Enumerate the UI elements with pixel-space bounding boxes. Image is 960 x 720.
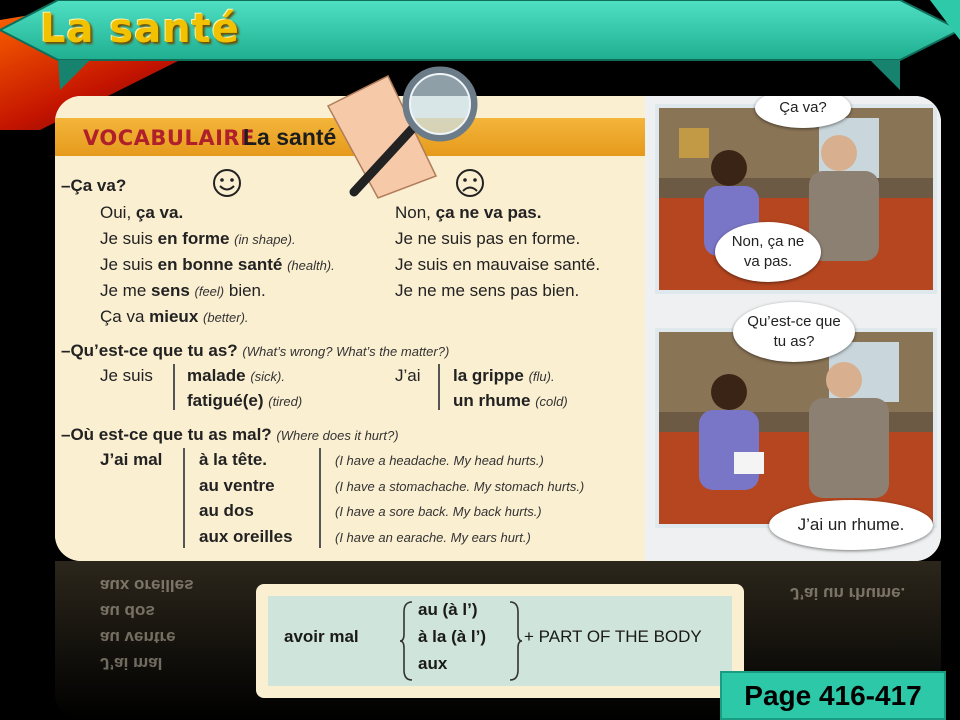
reflection-text: au ventre — [100, 628, 176, 647]
vocab-good-3: Je suis en bonne santé (health). — [100, 255, 335, 274]
pain-row: à la tête. — [199, 450, 268, 469]
bubble-jai-un-rhume: J’ai un rhume. — [769, 500, 933, 550]
jai-mal-label: J’ai mal — [100, 450, 163, 469]
reflection-text: au dos — [100, 602, 155, 621]
divider — [438, 364, 440, 410]
je-suis-label: Je suis — [100, 366, 153, 385]
divider — [183, 448, 185, 548]
bubble-non-ca-ne-va-pas: Non, ça ne va pas. — [715, 222, 821, 282]
grammar-option-a-la: à la (à l’) — [418, 627, 487, 646]
left-brace-icon — [400, 600, 414, 682]
vocab-bad-1: Non, ça ne va pas. — [395, 203, 542, 222]
vocab-tag: VOCABULAIRE — [83, 126, 255, 150]
vocab-good-2: Je suis en forme (in shape). — [100, 229, 296, 248]
divider — [173, 364, 175, 410]
vocab-bad-2: Je ne suis pas en forme. — [395, 229, 581, 248]
question-quest-ce-que: –Qu’est-ce que tu as? (What’s wrong? What’s the matter?) — [61, 341, 450, 360]
grammar-box — [256, 584, 744, 698]
grammar-option-aux: aux — [418, 654, 448, 673]
happy-face-icon — [212, 168, 242, 198]
pain-row: au dos — [199, 501, 254, 520]
vocab-grippe: la grippe (flu). — [453, 366, 555, 385]
pain-translation: (I have a headache. My head hurts.) — [335, 453, 544, 468]
reflection-text: aux oreilles — [100, 576, 194, 595]
vocab-topic: La santé — [243, 124, 337, 150]
pain-row: aux oreilles — [199, 527, 293, 546]
pain-translation: (I have a stomachache. My stomach hurts.) — [335, 479, 585, 494]
question-ca-va: –Ça va? — [61, 176, 127, 195]
pain-row: au ventre — [199, 476, 275, 495]
vocab-bad-4: Je ne me sens pas bien. — [395, 281, 580, 300]
bubble-ca-va: Ça va? — [755, 96, 851, 128]
reflection-text: J’ai un rhume. — [790, 584, 906, 603]
divider — [319, 448, 321, 548]
right-brace-icon — [508, 600, 522, 682]
grammar-tail: + PART OF THE BODY — [524, 627, 702, 646]
question-ou-mal: –Où est-ce que tu as mal? (Where does it hurt?) — [61, 425, 399, 444]
bubble-quest-ce-que-tu-as: Qu’est-ce que tu as? — [733, 302, 855, 362]
page-reference-label: Page 416-417 — [744, 679, 922, 711]
magnifier-icon — [318, 66, 498, 206]
textbook-panel — [55, 96, 941, 561]
vocab-rhume: un rhume (cold) — [453, 391, 568, 410]
pain-translation: (I have a sore back. My back hurts.) — [335, 504, 542, 519]
grammar-lead: avoir mal — [284, 627, 359, 646]
vocab-good-1: Oui, ça va. — [100, 203, 184, 222]
grammar-option-au: au (à l’) — [418, 600, 478, 619]
slide-title: La santé — [40, 6, 240, 52]
jai-label: J’ai — [395, 366, 421, 385]
grammar-inner — [268, 596, 732, 686]
page-reference-badge — [720, 671, 946, 720]
vocab-malade: malade (sick). — [187, 366, 285, 385]
reflection-text: J’ai mal — [100, 654, 163, 673]
vocab-fatigue: fatigué(e) (tired) — [187, 391, 303, 410]
vocab-good-4: Je me sens (feel) bien. — [100, 281, 266, 300]
vocab-good-5: Ça va mieux (better). — [100, 307, 249, 326]
vocab-bad-3: Je suis en mauvaise santé. — [395, 255, 601, 274]
pain-translation: (I have an earache. My ears hurt.) — [335, 530, 531, 545]
